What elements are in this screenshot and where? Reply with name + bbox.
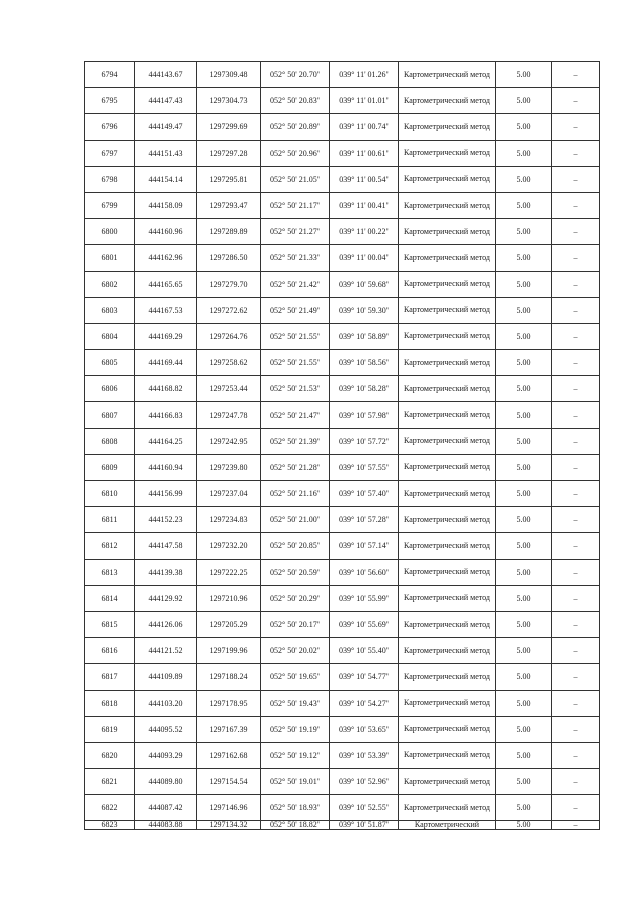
- y-coordinate-cell: 1297234.83: [197, 507, 261, 533]
- latitude-cell: 052° 50' 19.19": [261, 716, 330, 742]
- latitude-cell: 052° 50' 18.82": [261, 821, 330, 830]
- point-number-cell: 6812: [85, 533, 135, 559]
- longitude-cell: 039° 11' 00.61": [330, 140, 399, 166]
- y-coordinate-cell: 1297309.48: [197, 62, 261, 88]
- point-number-cell: 6810: [85, 481, 135, 507]
- point-number-cell: 6816: [85, 638, 135, 664]
- method-cell: Картометрический метод: [399, 533, 496, 559]
- longitude-cell: 039° 10' 55.40": [330, 638, 399, 664]
- x-coordinate-cell: 444152.23: [135, 507, 197, 533]
- method-cell: Картометрический метод: [399, 611, 496, 637]
- y-coordinate-cell: 1297232.20: [197, 533, 261, 559]
- accuracy-cell: 5.00: [496, 140, 552, 166]
- longitude-cell: 039° 10' 56.60": [330, 559, 399, 585]
- table-row: [85, 271, 600, 297]
- y-coordinate-cell: 1297247.78: [197, 402, 261, 428]
- table-row: [85, 559, 600, 585]
- table-row: [85, 795, 600, 821]
- accuracy-cell: 5.00: [496, 795, 552, 821]
- note-cell: –: [552, 454, 600, 480]
- note-cell: –: [552, 638, 600, 664]
- y-coordinate-cell: 1297162.68: [197, 742, 261, 768]
- longitude-cell: 039° 10' 52.96": [330, 769, 399, 795]
- point-number-cell: 6800: [85, 219, 135, 245]
- table-row: [85, 323, 600, 349]
- point-number-cell: 6803: [85, 297, 135, 323]
- longitude-cell: 039° 10' 57.98": [330, 402, 399, 428]
- note-cell: –: [552, 559, 600, 585]
- y-coordinate-cell: 1297134.32: [197, 821, 261, 830]
- accuracy-cell: 5.00: [496, 88, 552, 114]
- y-coordinate-cell: 1297253.44: [197, 376, 261, 402]
- longitude-cell: 039° 11' 00.41": [330, 192, 399, 218]
- latitude-cell: 052° 50' 20.02": [261, 638, 330, 664]
- x-coordinate-cell: 444169.29: [135, 323, 197, 349]
- coordinates-table: [84, 61, 600, 830]
- longitude-cell: 039° 10' 57.55": [330, 454, 399, 480]
- latitude-cell: 052° 50' 19.01": [261, 769, 330, 795]
- note-cell: –: [552, 428, 600, 454]
- note-cell: –: [552, 611, 600, 637]
- method-cell: Картометрический метод: [399, 192, 496, 218]
- longitude-cell: 039° 10' 54.27": [330, 690, 399, 716]
- table-row: [85, 454, 600, 480]
- accuracy-cell: 5.00: [496, 664, 552, 690]
- longitude-cell: 039° 10' 53.39": [330, 742, 399, 768]
- latitude-cell: 052° 50' 21.39": [261, 428, 330, 454]
- table-row: [85, 402, 600, 428]
- table-row: [85, 821, 600, 830]
- point-number-cell: 6809: [85, 454, 135, 480]
- point-number-cell: 6802: [85, 271, 135, 297]
- x-coordinate-cell: 444168.82: [135, 376, 197, 402]
- y-coordinate-cell: 1297154.54: [197, 769, 261, 795]
- longitude-cell: 039° 10' 51.87": [330, 821, 399, 830]
- accuracy-cell: 5.00: [496, 454, 552, 480]
- accuracy-cell: 5.00: [496, 350, 552, 376]
- y-coordinate-cell: 1297242.95: [197, 428, 261, 454]
- latitude-cell: 052° 50' 20.83": [261, 88, 330, 114]
- point-number-cell: 6815: [85, 611, 135, 637]
- table-row: [85, 166, 600, 192]
- method-cell: Картометрический метод: [399, 271, 496, 297]
- y-coordinate-cell: 1297272.62: [197, 297, 261, 323]
- method-cell: Картометрический метод: [399, 481, 496, 507]
- latitude-cell: 052° 50' 21.33": [261, 245, 330, 271]
- point-number-cell: 6799: [85, 192, 135, 218]
- x-coordinate-cell: 444109.89: [135, 664, 197, 690]
- latitude-cell: 052° 50' 21.42": [261, 271, 330, 297]
- point-number-cell: 6804: [85, 323, 135, 349]
- latitude-cell: 052° 50' 19.65": [261, 664, 330, 690]
- note-cell: –: [552, 795, 600, 821]
- latitude-cell: 052° 50' 21.28": [261, 454, 330, 480]
- longitude-cell: 039° 11' 00.04": [330, 245, 399, 271]
- accuracy-cell: 5.00: [496, 507, 552, 533]
- x-coordinate-cell: 444154.14: [135, 166, 197, 192]
- table-row: [85, 114, 600, 140]
- y-coordinate-cell: 1297188.24: [197, 664, 261, 690]
- latitude-cell: 052° 50' 20.17": [261, 611, 330, 637]
- latitude-cell: 052° 50' 18.93": [261, 795, 330, 821]
- longitude-cell: 039° 10' 58.28": [330, 376, 399, 402]
- longitude-cell: 039° 10' 59.68": [330, 271, 399, 297]
- point-number-cell: 6797: [85, 140, 135, 166]
- y-coordinate-cell: 1297286.50: [197, 245, 261, 271]
- note-cell: –: [552, 62, 600, 88]
- y-coordinate-cell: 1297295.81: [197, 166, 261, 192]
- note-cell: –: [552, 533, 600, 559]
- accuracy-cell: 5.00: [496, 323, 552, 349]
- latitude-cell: 052° 50' 21.17": [261, 192, 330, 218]
- point-number-cell: 6807: [85, 402, 135, 428]
- accuracy-cell: 5.00: [496, 62, 552, 88]
- x-coordinate-cell: 444151.43: [135, 140, 197, 166]
- longitude-cell: 039° 10' 54.77": [330, 664, 399, 690]
- x-coordinate-cell: 444160.94: [135, 454, 197, 480]
- note-cell: –: [552, 742, 600, 768]
- table-row: [85, 638, 600, 664]
- y-coordinate-cell: 1297279.70: [197, 271, 261, 297]
- accuracy-cell: 5.00: [496, 585, 552, 611]
- latitude-cell: 052° 50' 20.96": [261, 140, 330, 166]
- table-row: [85, 533, 600, 559]
- method-cell: Картометрический метод: [399, 402, 496, 428]
- y-coordinate-cell: 1297178.95: [197, 690, 261, 716]
- table-row: [85, 297, 600, 323]
- table-row: [85, 219, 600, 245]
- longitude-cell: 039° 10' 58.89": [330, 323, 399, 349]
- note-cell: –: [552, 585, 600, 611]
- longitude-cell: 039° 11' 00.22": [330, 219, 399, 245]
- x-coordinate-cell: 444087.42: [135, 795, 197, 821]
- accuracy-cell: 5.00: [496, 297, 552, 323]
- note-cell: –: [552, 323, 600, 349]
- y-coordinate-cell: 1297205.29: [197, 611, 261, 637]
- x-coordinate-cell: 444089.80: [135, 769, 197, 795]
- point-number-cell: 6805: [85, 350, 135, 376]
- latitude-cell: 052° 50' 21.47": [261, 402, 330, 428]
- point-number-cell: 6796: [85, 114, 135, 140]
- point-number-cell: 6811: [85, 507, 135, 533]
- point-number-cell: 6818: [85, 690, 135, 716]
- x-coordinate-cell: 444126.06: [135, 611, 197, 637]
- accuracy-cell: 5.00: [496, 638, 552, 664]
- x-coordinate-cell: 444143.67: [135, 62, 197, 88]
- table-row: [85, 376, 600, 402]
- x-coordinate-cell: 444093.29: [135, 742, 197, 768]
- table-row: [85, 350, 600, 376]
- accuracy-cell: 5.00: [496, 402, 552, 428]
- latitude-cell: 052° 50' 21.05": [261, 166, 330, 192]
- note-cell: –: [552, 664, 600, 690]
- point-number-cell: 6813: [85, 559, 135, 585]
- y-coordinate-cell: 1297304.73: [197, 88, 261, 114]
- table-row: [85, 690, 600, 716]
- note-cell: –: [552, 192, 600, 218]
- note-cell: –: [552, 376, 600, 402]
- latitude-cell: 052° 50' 20.89": [261, 114, 330, 140]
- y-coordinate-cell: 1297210.96: [197, 585, 261, 611]
- table-row: [85, 245, 600, 271]
- table-row: [85, 664, 600, 690]
- y-coordinate-cell: 1297289.89: [197, 219, 261, 245]
- method-cell: Картометрический метод: [399, 716, 496, 742]
- note-cell: –: [552, 297, 600, 323]
- method-cell: Картометрический метод: [399, 376, 496, 402]
- note-cell: –: [552, 140, 600, 166]
- accuracy-cell: 5.00: [496, 821, 552, 830]
- note-cell: –: [552, 166, 600, 192]
- table-row: [85, 611, 600, 637]
- note-cell: –: [552, 821, 600, 830]
- latitude-cell: 052° 50' 21.00": [261, 507, 330, 533]
- x-coordinate-cell: 444164.25: [135, 428, 197, 454]
- note-cell: –: [552, 507, 600, 533]
- longitude-cell: 039° 11' 00.54": [330, 166, 399, 192]
- accuracy-cell: 5.00: [496, 769, 552, 795]
- longitude-cell: 039° 10' 57.72": [330, 428, 399, 454]
- latitude-cell: 052° 50' 21.55": [261, 323, 330, 349]
- table-row: [85, 507, 600, 533]
- y-coordinate-cell: 1297297.28: [197, 140, 261, 166]
- note-cell: –: [552, 245, 600, 271]
- latitude-cell: 052° 50' 19.12": [261, 742, 330, 768]
- latitude-cell: 052° 50' 21.49": [261, 297, 330, 323]
- method-cell: Картометрический метод: [399, 664, 496, 690]
- table-row: [85, 585, 600, 611]
- y-coordinate-cell: 1297222.25: [197, 559, 261, 585]
- y-coordinate-cell: 1297167.39: [197, 716, 261, 742]
- method-cell: Картометрический метод: [399, 690, 496, 716]
- x-coordinate-cell: 444167.53: [135, 297, 197, 323]
- method-cell: Картометрический метод: [399, 323, 496, 349]
- longitude-cell: 039° 11' 01.26": [330, 62, 399, 88]
- y-coordinate-cell: 1297199.96: [197, 638, 261, 664]
- x-coordinate-cell: 444162.96: [135, 245, 197, 271]
- accuracy-cell: 5.00: [496, 716, 552, 742]
- latitude-cell: 052° 50' 21.53": [261, 376, 330, 402]
- table-row: [85, 428, 600, 454]
- note-cell: –: [552, 114, 600, 140]
- x-coordinate-cell: 444147.58: [135, 533, 197, 559]
- y-coordinate-cell: 1297146.96: [197, 795, 261, 821]
- point-number-cell: 6822: [85, 795, 135, 821]
- accuracy-cell: 5.00: [496, 245, 552, 271]
- table-row: [85, 481, 600, 507]
- point-number-cell: 6798: [85, 166, 135, 192]
- latitude-cell: 052° 50' 21.55": [261, 350, 330, 376]
- x-coordinate-cell: 444129.92: [135, 585, 197, 611]
- point-number-cell: 6808: [85, 428, 135, 454]
- point-number-cell: 6814: [85, 585, 135, 611]
- latitude-cell: 052° 50' 21.27": [261, 219, 330, 245]
- x-coordinate-cell: 444147.43: [135, 88, 197, 114]
- longitude-cell: 039° 11' 01.01": [330, 88, 399, 114]
- longitude-cell: 039° 10' 55.69": [330, 611, 399, 637]
- method-cell: Картометрический метод: [399, 245, 496, 271]
- accuracy-cell: 5.00: [496, 219, 552, 245]
- x-coordinate-cell: 444169.44: [135, 350, 197, 376]
- method-cell: Картометрический метод: [399, 62, 496, 88]
- table-row: [85, 140, 600, 166]
- longitude-cell: 039° 10' 57.40": [330, 481, 399, 507]
- method-cell: Картометрический метод: [399, 795, 496, 821]
- longitude-cell: 039° 10' 57.14": [330, 533, 399, 559]
- method-cell: Картометрический метод: [399, 88, 496, 114]
- y-coordinate-cell: 1297264.76: [197, 323, 261, 349]
- point-number-cell: 6795: [85, 88, 135, 114]
- point-number-cell: 6806: [85, 376, 135, 402]
- accuracy-cell: 5.00: [496, 742, 552, 768]
- x-coordinate-cell: 444103.20: [135, 690, 197, 716]
- latitude-cell: 052° 50' 20.70": [261, 62, 330, 88]
- note-cell: –: [552, 690, 600, 716]
- y-coordinate-cell: 1297239.80: [197, 454, 261, 480]
- accuracy-cell: 5.00: [496, 481, 552, 507]
- point-number-cell: 6820: [85, 742, 135, 768]
- x-coordinate-cell: 444121.52: [135, 638, 197, 664]
- latitude-cell: 052° 50' 21.16": [261, 481, 330, 507]
- note-cell: –: [552, 481, 600, 507]
- longitude-cell: 039° 10' 59.30": [330, 297, 399, 323]
- point-number-cell: 6794: [85, 62, 135, 88]
- y-coordinate-cell: 1297293.47: [197, 192, 261, 218]
- note-cell: –: [552, 769, 600, 795]
- table-row: [85, 716, 600, 742]
- accuracy-cell: 5.00: [496, 376, 552, 402]
- table-row: [85, 62, 600, 88]
- method-cell: Картометрический метод: [399, 742, 496, 768]
- longitude-cell: 039° 10' 57.28": [330, 507, 399, 533]
- point-number-cell: 6821: [85, 769, 135, 795]
- method-cell: Картометрический метод: [399, 428, 496, 454]
- method-cell: Картометрический метод: [399, 559, 496, 585]
- point-number-cell: 6801: [85, 245, 135, 271]
- note-cell: –: [552, 402, 600, 428]
- y-coordinate-cell: 1297258.62: [197, 350, 261, 376]
- x-coordinate-cell: 444158.09: [135, 192, 197, 218]
- x-coordinate-cell: 444095.52: [135, 716, 197, 742]
- x-coordinate-cell: 444160.96: [135, 219, 197, 245]
- table-row: [85, 769, 600, 795]
- accuracy-cell: 5.00: [496, 192, 552, 218]
- longitude-cell: 039° 10' 55.99": [330, 585, 399, 611]
- latitude-cell: 052° 50' 19.43": [261, 690, 330, 716]
- accuracy-cell: 5.00: [496, 114, 552, 140]
- accuracy-cell: 5.00: [496, 271, 552, 297]
- longitude-cell: 039° 10' 52.55": [330, 795, 399, 821]
- y-coordinate-cell: 1297237.04: [197, 481, 261, 507]
- table-row: [85, 742, 600, 768]
- note-cell: –: [552, 350, 600, 376]
- accuracy-cell: 5.00: [496, 559, 552, 585]
- x-coordinate-cell: 444139.38: [135, 559, 197, 585]
- accuracy-cell: 5.00: [496, 166, 552, 192]
- x-coordinate-cell: 444083.88: [135, 821, 197, 830]
- method-cell: Картометрический метод: [399, 219, 496, 245]
- x-coordinate-cell: 444165.65: [135, 271, 197, 297]
- method-cell: Картометрический метод: [399, 454, 496, 480]
- note-cell: –: [552, 716, 600, 742]
- x-coordinate-cell: 444156.99: [135, 481, 197, 507]
- method-cell: Картометрический метод: [399, 507, 496, 533]
- accuracy-cell: 5.00: [496, 428, 552, 454]
- method-cell: Картометрический метод: [399, 350, 496, 376]
- accuracy-cell: 5.00: [496, 690, 552, 716]
- note-cell: –: [552, 219, 600, 245]
- table-row: [85, 88, 600, 114]
- method-cell: Картометрический метод: [399, 769, 496, 795]
- point-number-cell: 6823: [85, 821, 135, 830]
- method-cell: Картометрический: [399, 821, 496, 830]
- longitude-cell: 039° 10' 58.56": [330, 350, 399, 376]
- method-cell: Картометрический метод: [399, 114, 496, 140]
- point-number-cell: 6819: [85, 716, 135, 742]
- accuracy-cell: 5.00: [496, 611, 552, 637]
- latitude-cell: 052° 50' 20.59": [261, 559, 330, 585]
- x-coordinate-cell: 444149.47: [135, 114, 197, 140]
- latitude-cell: 052° 50' 20.85": [261, 533, 330, 559]
- method-cell: Картометрический метод: [399, 140, 496, 166]
- table-row: [85, 192, 600, 218]
- y-coordinate-cell: 1297299.69: [197, 114, 261, 140]
- x-coordinate-cell: 444166.83: [135, 402, 197, 428]
- longitude-cell: 039° 11' 00.74": [330, 114, 399, 140]
- method-cell: Картометрический метод: [399, 166, 496, 192]
- accuracy-cell: 5.00: [496, 533, 552, 559]
- method-cell: Картометрический метод: [399, 638, 496, 664]
- point-number-cell: 6817: [85, 664, 135, 690]
- method-cell: Картометрический метод: [399, 297, 496, 323]
- note-cell: –: [552, 88, 600, 114]
- latitude-cell: 052° 50' 20.29": [261, 585, 330, 611]
- longitude-cell: 039° 10' 53.65": [330, 716, 399, 742]
- note-cell: –: [552, 271, 600, 297]
- method-cell: Картометрический метод: [399, 585, 496, 611]
- table-body: [85, 62, 600, 830]
